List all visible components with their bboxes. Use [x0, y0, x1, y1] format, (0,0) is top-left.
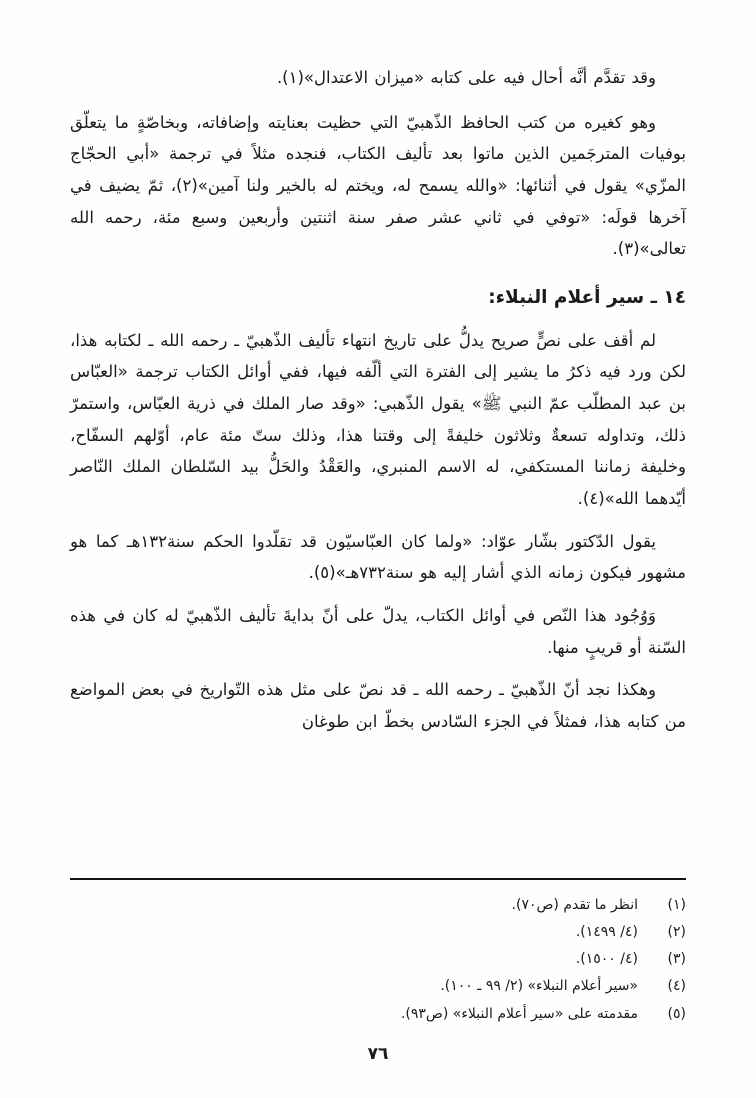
- paragraph-4: يقول الدّكتور بشّار عوّاد: «ولما كان العبّاسيّون قد تقلّدوا الحكم سنة١٣٢هـ كما هو مشهور فيكون زمانه الذي أشار إليه هو سنة٧٣٢هـ»(٥).: [70, 531, 686, 583]
- footnote-text: مقدمته على «سير أعلام النبلاء» (ص٩٣).: [400, 1005, 638, 1022]
- section-heading: ١٤ ـ سير أعلام النبلاء:: [488, 287, 686, 309]
- footnote-3: [70, 946, 686, 973]
- footnote-5: [70, 1001, 686, 1028]
- footnotes-section: [70, 878, 686, 1064]
- footnote-text: «سير أعلام النبلاء» (٢/ ٩٩ ـ ١٠٠).: [440, 978, 638, 995]
- footnote-divider: [70, 878, 686, 880]
- text-block: [70, 62, 686, 749]
- footnote-1: [70, 892, 686, 919]
- footnote-number: (٥): [667, 1005, 686, 1022]
- paragraph-1: وقد تقدَّم أنَّه أحال فيه على كتابه «ميزان الاعتدال»(١).: [276, 68, 656, 87]
- paragraph-5: وَوُجُود هذا النّص في أوائل الكتاب، يدلّ على أنّ بدايةَ تأليف الذّهبيّ له كان في هذه السّنة أو قريبٍ منها.: [70, 606, 686, 657]
- footnote-text: (٤/ ١٤٩٩).: [575, 923, 638, 940]
- footnote-number: (٢): [667, 923, 686, 940]
- footnote-number: (١): [667, 896, 686, 913]
- footnote-4: [70, 973, 686, 1000]
- footnote-number: (٣): [667, 951, 686, 968]
- paragraph-2: وهو كغيره من كتب الحافظ الذّهبيّ التي حظيت بعنايته وإضافاته، وبخاصّةٍ ما يتعلّق بوفيات المترجَمين الذين ماتوا بعد تأليف الكتاب، فنجده مثلاً في ترجمة «أبي الحجّاج المزّي» يقول في أثنائها: «والله يسمح له، ويختم له بالخير ولنا آمين»(٢)، ثمّ يضيف في آخرها قولَه: «توفي في ثاني عشر صفر سنة اثنتين وأربعين وسبع مئة، رحمه الله تعالى»(٣).: [70, 112, 687, 259]
- footnote-number: (٤): [667, 978, 686, 995]
- paragraph-6: وهكذا نجد أنّ الذّهبيّ ـ رحمه الله ـ قد نصّ على مثل هذه التّواريخ في بعض المواضع من كتابه هذا، فمثلاً في الجزء السّادس بخطّ ابن طوغان: [70, 680, 686, 732]
- page-number: ٧٦: [367, 1044, 389, 1064]
- paragraph-3: لم أقف على نصٍّ صريح يدلُّ على تاريخ انتهاء تأليف الذّهبيّ ـ رحمه الله ـ لكتابه هذا، لكن ورد فيه ذكرُ ما يشير إلى الفترة التي ألّفه فيها، ففي أوائل الكتاب ترجمة «العبّاس بن عبد المطلّب عمّ النبي ﷺ» يقول الذّهبي: «وقد صار الملك في ذرية العبّاس، واستمرّ ذلك، وتداوله تسعةٌ وثلاثون خليفةً إلى وقتنا هذا، وذلك ستّ مئة عام، أوّلهم السفّاح، وخليفة زماننا المستكفي، له الاسم المنبري، والعَقْدُ والحَلُّ بيد السّلطان الملك النّاصر أيّدهما الله»(٤).: [70, 330, 686, 508]
- footnote-text: انظر ما تقدم (ص٧٠).: [511, 896, 638, 913]
- footnote-text: (٤/ ١٥٠٠).: [575, 951, 638, 968]
- footnote-2: [70, 919, 686, 946]
